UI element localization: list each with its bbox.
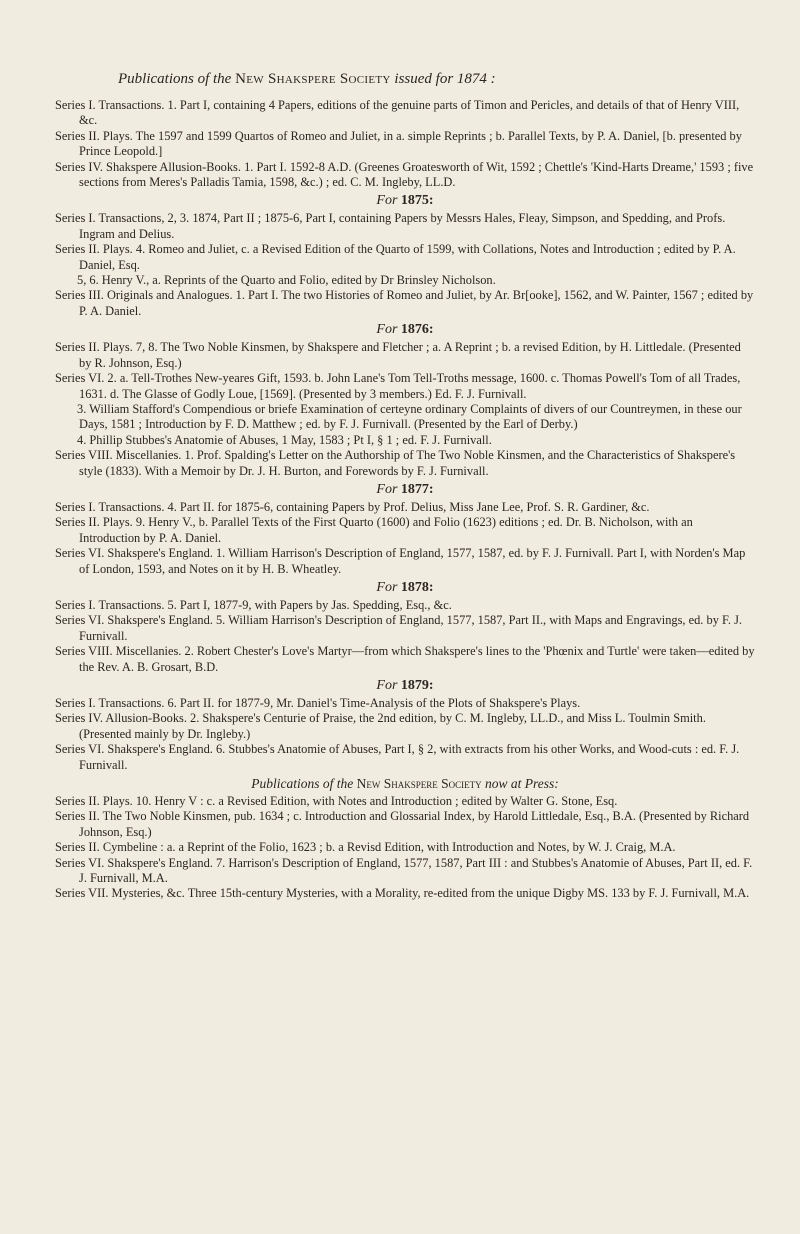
publication-list [55,98,755,902]
year-heading [55,482,755,498]
press-entry: Series II. Plays. 10. Henry V : c. a Revised Edition, with Notes and Introduction ; edited by Walter G. Stone, Esq. [55,794,618,809]
year-value: 1878: [400,579,434,595]
year-prefix: For [376,481,398,497]
publication-entry: Series IV. Shakspere Allusion-Books. 1. Part I. 1592-8 A.D. (Greenes Groatesworth of Wit, 1592 ; Chettle's 'Kind-Harts Dreame,' 1593 ; five sections from Meres's Palladis Tamia, 1598, &c.) ; ed. C. M. Ingleby, LL.D. [55,159,754,190]
year-heading [55,322,755,338]
year-prefix: For [376,193,398,209]
publication-entry: 3. William Stafford's Compendious or briefe Examination of certeyne ordinary Complaints of divers of our Countreymen, in these our Days, 1581 ; Introduction by F. D. Matthew ; ed. by F. J. Furnivall. (Presented by the Earl of Derby.) [77,401,742,432]
year-prefix: For [376,678,398,693]
year-value: 1879: [400,678,434,693]
press-heading-suffix: now at Press: [485,776,559,792]
publication-entry: Series VI. 2. a. Tell-Trothes New-yeares Gift, 1593. b. John Lane's Tom Tell-Troths message, 1600. c. Thomas Powell's Tom of all Trades, 1631. d. The Glasse of Godly Loue, [1569]. (Presented by 3 members.) Ed. F. J. Furnivall. [55,371,741,401]
heading-society: New Shakspere Society [235,71,391,87]
press-heading-society: New Shakspere Society [356,776,482,792]
publication-entry: Series III. Originals and Analogues. 1. Part I. The two Histories of Romeo and Juliet, by Ar. Br[ooke], 1562, and W. Painter, 1567 ; edited by P. A. Daniel. [55,288,754,318]
year-value: 1875: [400,193,434,209]
year-value: 1877: [400,481,434,497]
heading-prefix: Publications of the [118,71,232,87]
publication-entry: Series I. Transactions, 2, 3. 1874, Part II ; 1875-6, Part I, containing Papers by Messrs Hales, Fleay, Simpson, and Spedding, and Profs. Ingram and Delius. [55,211,726,241]
year-prefix: For [376,322,398,338]
publication-entry: Series II. Plays. The 1597 and 1599 Quartos of Romeo and Juliet, in a. simple Reprints ; b. Parallel Texts, by P. A. Daniel, [b. presented by Prince Leopold.] [55,128,742,159]
publication-entry: Series I. Transactions. 1. Part I, containing 4 Papers, editions of the genuine parts of Timon and Pericles, and details of that of Henry VIII, &c. [55,98,740,128]
publication-entry: Series VI. Shakspere's England. 1. William Harrison's Description of England, 1577, 1587, ed. by F. J. Furnivall. Part I, with Norden's Map of London, 1593, and Notes on it by H. B. Wheatley. [55,546,746,576]
publication-entry: 4. Phillip Stubbes's Anatomie of Abuses, 1 May, 1583 ; Pt I, § 1 ; ed. F. J. Furnivall. [77,432,492,447]
publication-entry: Series II. Plays. 9. Henry V., b. Parallel Texts of the First Quarto (1600) and Folio (1623) editions ; ed. Dr. B. Nicholson, with an Introduction by P. A. Daniel. [55,515,693,545]
publication-entry: Series II. Plays. 7, 8. The Two Noble Kinsmen, by Shakspere and Fletcher ; a. A Reprint ; b. a revised Edition, by H. Littledale. (Presented by R. Johnson, Esq.) [55,340,741,370]
publication-entry: 5, 6. Henry V., a. Reprints of the Quarto and Folio, edited by Dr Brinsley Nicholson. [77,273,496,288]
publication-entry: Series VIII. Miscellanies. 2. Robert Chester's Love's Martyr—from which Shakspere's lines to the 'Phœnix and Turtle' were taken—edited by the Rev. A. B. Grosart, B.D. [55,644,755,674]
year-heading [55,193,755,209]
publication-entry: Series I. Transactions. 6. Part II. for 1877-9, Mr. Daniel's Time-Analysis of the Plots of Shakspere's Plays. [55,696,581,710]
publication-entry: Series IV. Allusion-Books. 2. Shakspere's Centurie of Praise, the 2nd edition, by C. M. Ingleby, LL.D., and Miss L. Toulmin Smith. (Presented mainly by Dr. Ingleby.) [55,711,706,741]
year-prefix: For [376,579,398,595]
press-entry: Series VII. Mysteries, &c. Three 15th-century Mysteries, with a Morality, re-edited from the unique Digby MS. 133 by F. J. Furnivall, M.A. [55,886,750,901]
year-heading [55,580,755,596]
year-heading [55,678,755,694]
publication-entry: Series VI. Shakspere's England. 5. William Harrison's Description of England, 1577, 1587, Part II., with Maps and Engravings, ed. by F. J. Furnivall. [55,613,743,643]
heading-suffix: issued for 1874 : [394,71,496,87]
publication-entry: Series VI. Shakspere's England. 6. Stubbes's Anatomie of Abuses, Part I, § 2, with extracts from his other Works, and Wood-cuts : ed. F. J. Furnivall. [55,742,740,772]
press-entry: Series II. Cymbeline : a. a Reprint of the Folio, 1623 ; b. a Revisd Edition, with Introduction and Notes, by W. J. Craig, M.A. [55,840,676,855]
publication-entry: Series I. Transactions. 5. Part I, 1877-9, with Papers by Jas. Spedding, Esq., &c. [55,597,452,612]
publication-entry: Series I. Transactions. 4. Part II. for 1875-6, containing Papers by Prof. Delius, Miss Jane Lee, Prof. S. R. Gardiner, &c. [55,499,650,514]
press-heading [55,776,755,792]
press-entry: Series II. The Two Noble Kinsmen, pub. 1634 ; c. Introduction and Glossarial Index, by Harold Littledale, Esq., B.A. (Presented by Richard Johnson, Esq.) [55,809,750,839]
press-entry: Series VI. Shakspere's England. 7. Harrison's Description of England, 1577, 1587, Part III : and Stubbes's Anatomie of Abuses, Part II, ed. F. J. Furnivall, M.A. [55,855,753,886]
year-value: 1876: [400,322,434,338]
page-heading [118,70,778,88]
press-heading-prefix: Publications of the [251,776,354,792]
publication-entry: Series VIII. Miscellanies. 1. Prof. Spalding's Letter on the Authorship of The Two Noble Kinsmen, and the Characteristics of Shakspere's style (1833). With a Memoir by Dr. J. H. Burton, and Forewords by F. J. Furnivall. [55,448,736,478]
publication-entry: Series II. Plays. 4. Romeo and Juliet, c. a Revised Edition of the Quarto of 1599, with Collations, Notes and Introduction ; edited by P. A. Daniel, Esq. [55,242,736,272]
